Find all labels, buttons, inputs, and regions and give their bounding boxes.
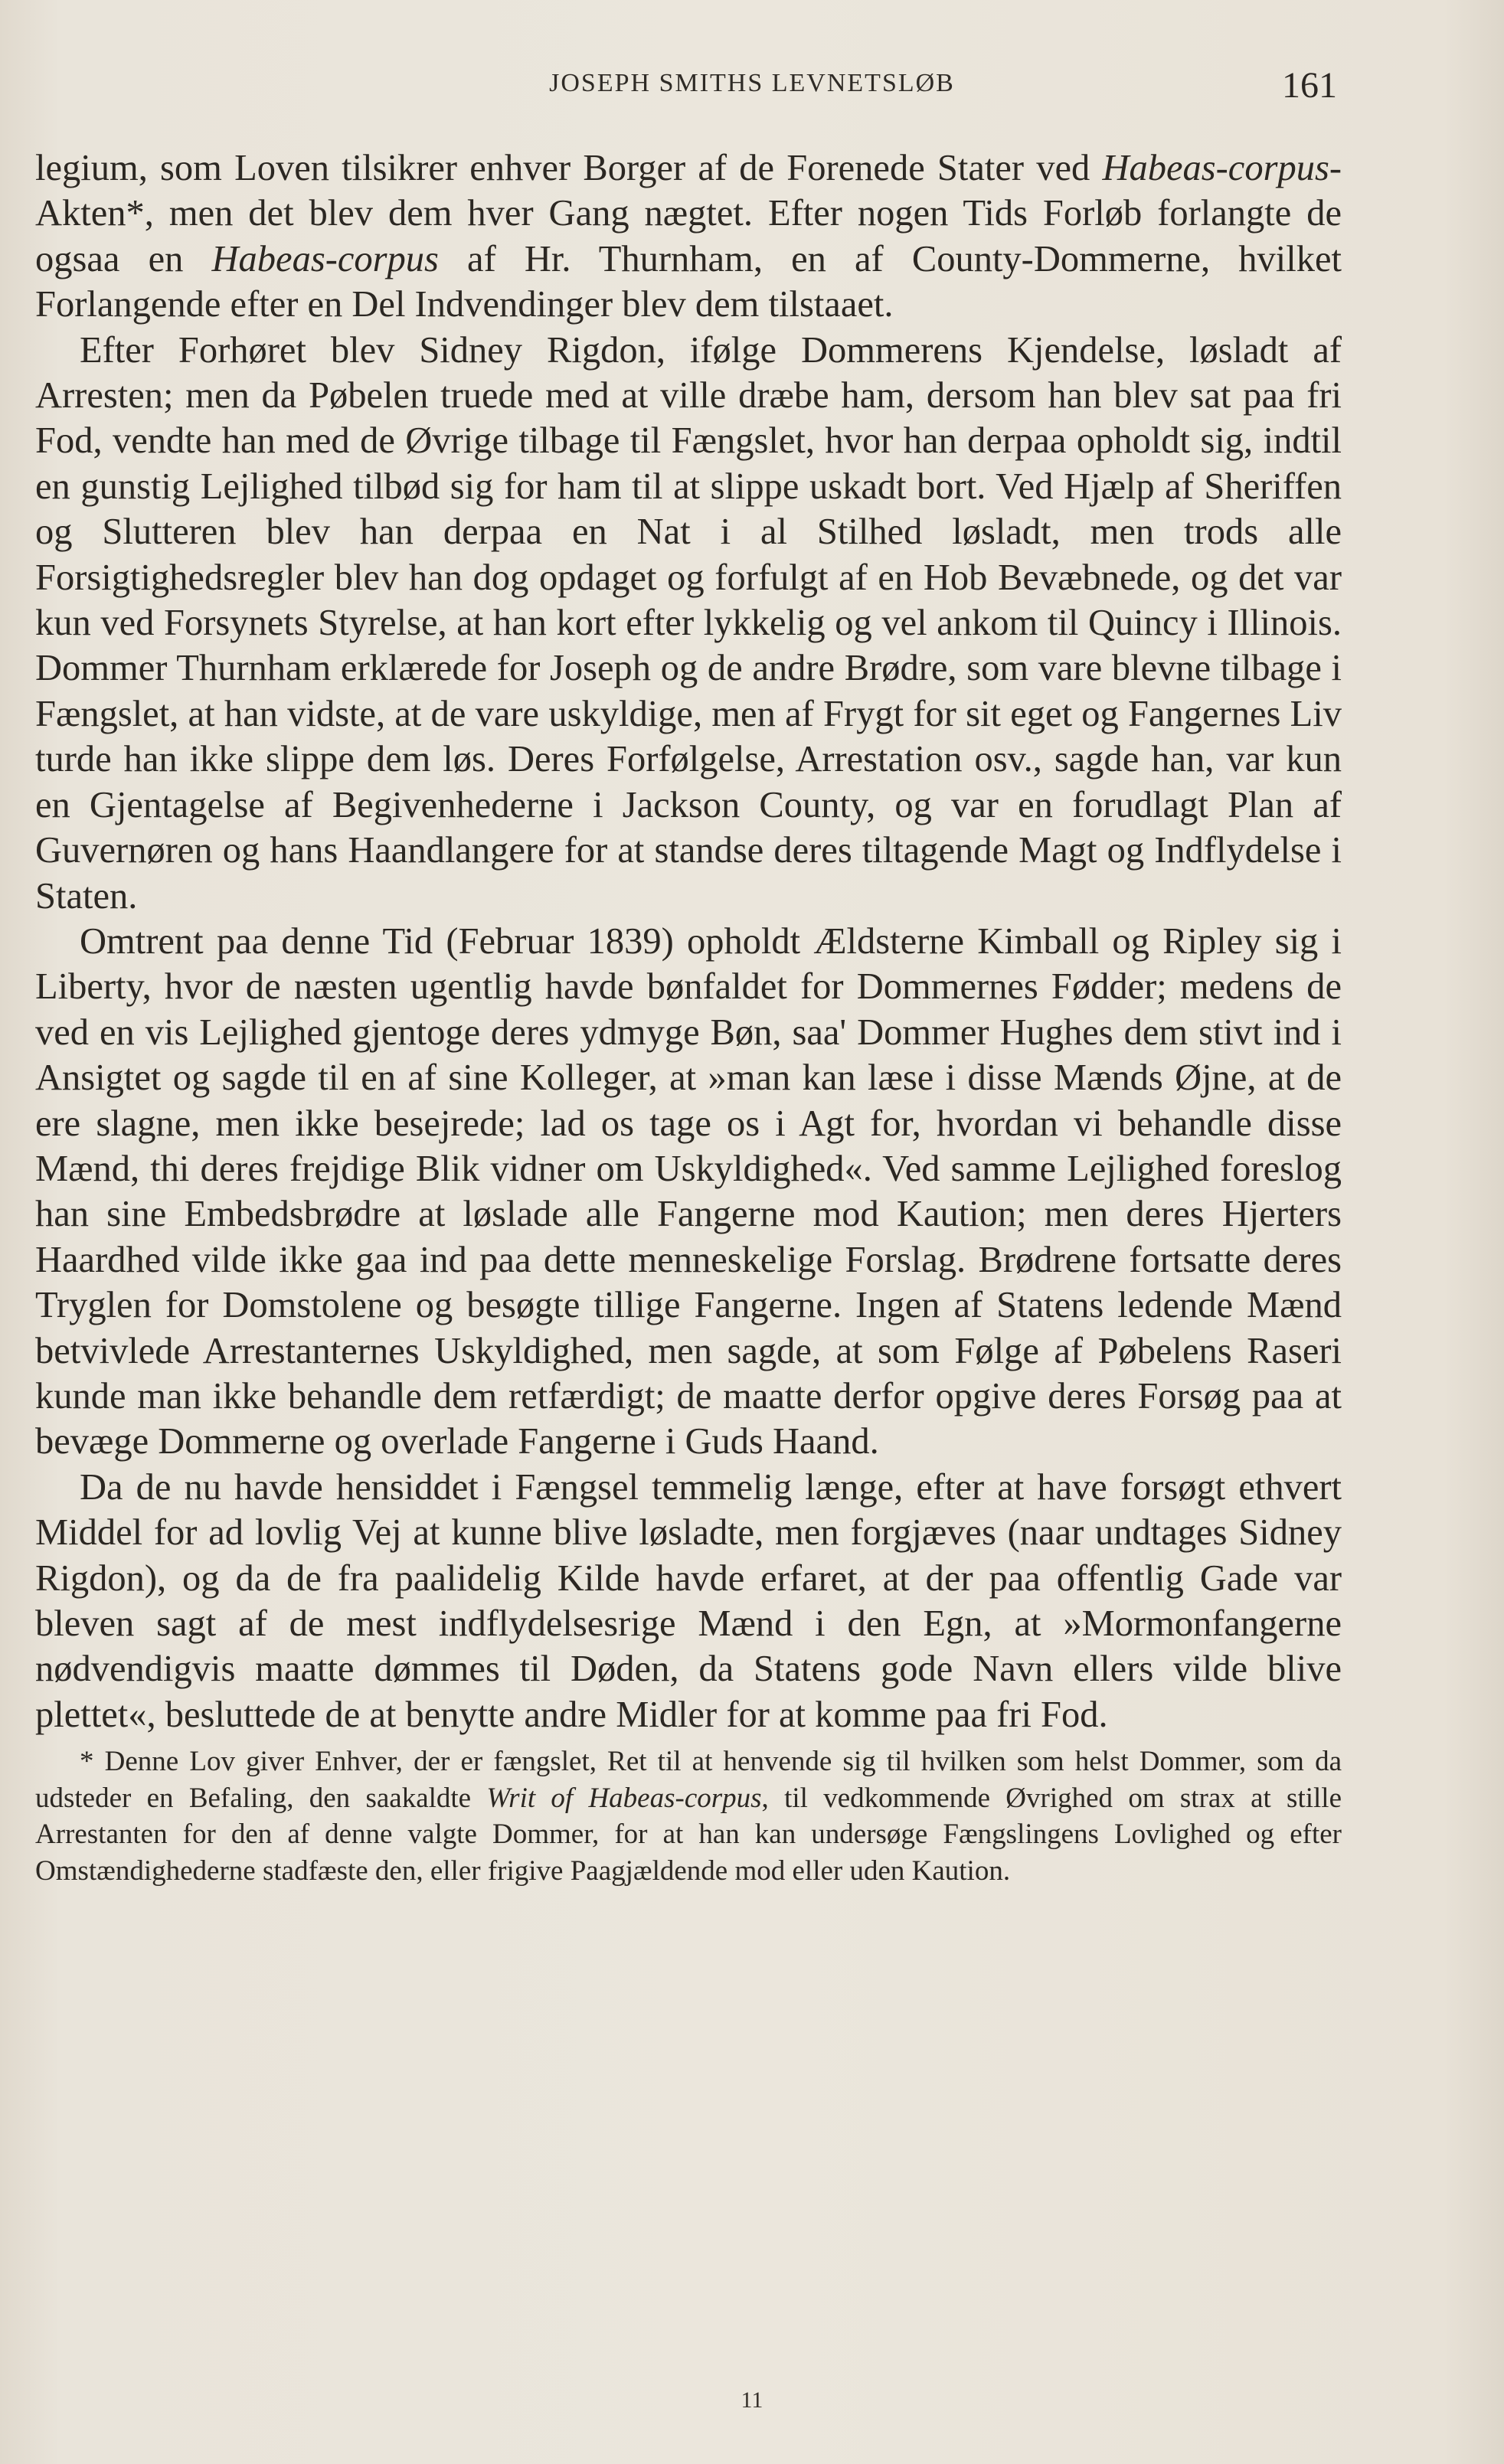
paragraph xyxy=(35,145,1342,328)
footnote xyxy=(35,1743,1342,1889)
text-run: * Denne Lov giver Enhver, der er fængslet, Ret til at henvende sig til hvilken som helst Dommer, som da udsteder en Befaling, den saakaldte xyxy=(35,1746,1342,1814)
text-run: af Hr. Thurnham, en af County-Dommerne, hvilket Forlangende efter en Del Indvendinger blev dem tilstaaet. xyxy=(35,238,1342,325)
page-number: 161 xyxy=(1282,65,1337,106)
paragraph xyxy=(35,328,1342,919)
running-title: JOSEPH SMITHS LEVNETSLØB xyxy=(549,69,955,97)
text-run: Efter Forhøret blev Sidney Rigdon, ifølge Dommerens Kjendelse, løsladt af Arresten; men da Pøbelen truede med at ville dræbe ham, dersom han blev sat paa fri Fod, vendte han med de Øvrige tilbage til Fængslet, hvor han derpaa opholdt sig, indtil en gunstig Lejlighed tilbød sig for ham til at slippe uskadt bort. Ved Hjælp af Sheriffen og Slutteren blev han derpaa en Nat i al Stilhed løsladt, men trods alle Forsigtighedsregler blev han dog opdaget og forfulgt af en Hob Bevæbnede, og det var kun ved Forsynets Styrelse, at han kort efter lykkelig og vel ankom til Quincy i Illinois. Dommer Thurnham erklærede for Joseph og de andre Brødre, som vare blevne tilbage i Fængslet, at han vidste, at de vare uskyldige, men af Frygt for sit eget og Fangernes Liv turde han ikke slippe dem løs. Deres Forfølgelse, Arrestation osv., sagde han, var kun en Gjentagelse af Begivenhederne i Jackson County, og var en forudlagt Plan af Guvernøren og hans Haandlangere for at standse deres tiltagende Magt og Indflydelse i Staten. xyxy=(35,329,1342,917)
italic-text: Habeas-corpus xyxy=(1102,148,1329,188)
signature-mark: 11 xyxy=(741,2387,763,2413)
text-run: -Akten*, men det blev dem hver Gang nægtet. Efter nogen Tids Forløb forlangte de ogsaa en xyxy=(35,148,1342,279)
text-run: Da de nu havde hensiddet i Fængsel temmelig længe, efter at have forsøgt ethvert Middel for ad lovlig Vej at kunne blive løsladte, men forgjæves (naar undtages Sidney Rigdon), og da de fra paalidelig Kilde havde erfaret, at der paa offentlig Gade var bleven sagt af de mest indflydelsesrige Mænd i den Egn, at »Mormonfangerne nødvendigvis maatte dømmes til Døden, da Statens gode Navn ellers vilde blive plettet«, besluttede de at benytte andre Midler for at komme paa fri Fod. xyxy=(35,1466,1342,1735)
paragraph xyxy=(35,919,1342,1465)
italic-text: Writ of Habeas-corpus xyxy=(486,1782,762,1814)
text-run: Omtrent paa denne Tid (Februar 1839) opholdt Ældsterne Kimball og Ripley sig i Liberty, hvor de næsten ugentlig havde bønfaldet for Dommernes Fødder; medens de ved en vis Lejlighed gjentoge deres ydmyge Bøn, saa' Dommer Hughes dem stivt ind i Ansigtet og sagde til en af sine Kolleger, at »man kan læse i disse Mænds Øjne, at de ere slagne, men ikke besejrede; lad os tage os i Agt for, hvordan vi behandle disse Mænd, thi deres frejdige Blik vidner om Uskyldighed«. Ved samme Lejlighed foreslog han sine Embedsbrødre at løslade alle Fangerne mod Kaution; men deres Hjerters Haardhed vilde ikke gaa ind paa dette menneskelige Forslag. Brødrene fortsatte deres Tryglen for Domstolene og besøgte tillige Fangerne. Ingen af Statens ledende Mænd betvivlede Arrestanternes Uskyldighed, men sagde, at som Følge af Pøbelens Raseri kunde man ikke behandle dem retfærdigt; de maatte derfor opgive deres Forsøg paa at bevæge Dommerne og overlade Fangerne i Guds Haand. xyxy=(35,920,1342,1462)
body-text xyxy=(35,145,1342,1917)
text-run: , til vedkommende Øvrighed om strax at stille Arrestanten for den af denne valgte Dommer, for at han kan undersøge Fængslingens Lovlighed og efter Omstændighederne stadfæste den, eller frigive Paagjældende mod eller uden Kaution. xyxy=(35,1782,1342,1887)
paragraph xyxy=(35,1465,1342,1737)
running-head xyxy=(0,64,1504,110)
text-run: legium, som Loven tilsikrer enhver Borger af de Forenede Stater ved xyxy=(35,148,1103,188)
italic-text: Habeas-corpus xyxy=(211,238,439,279)
